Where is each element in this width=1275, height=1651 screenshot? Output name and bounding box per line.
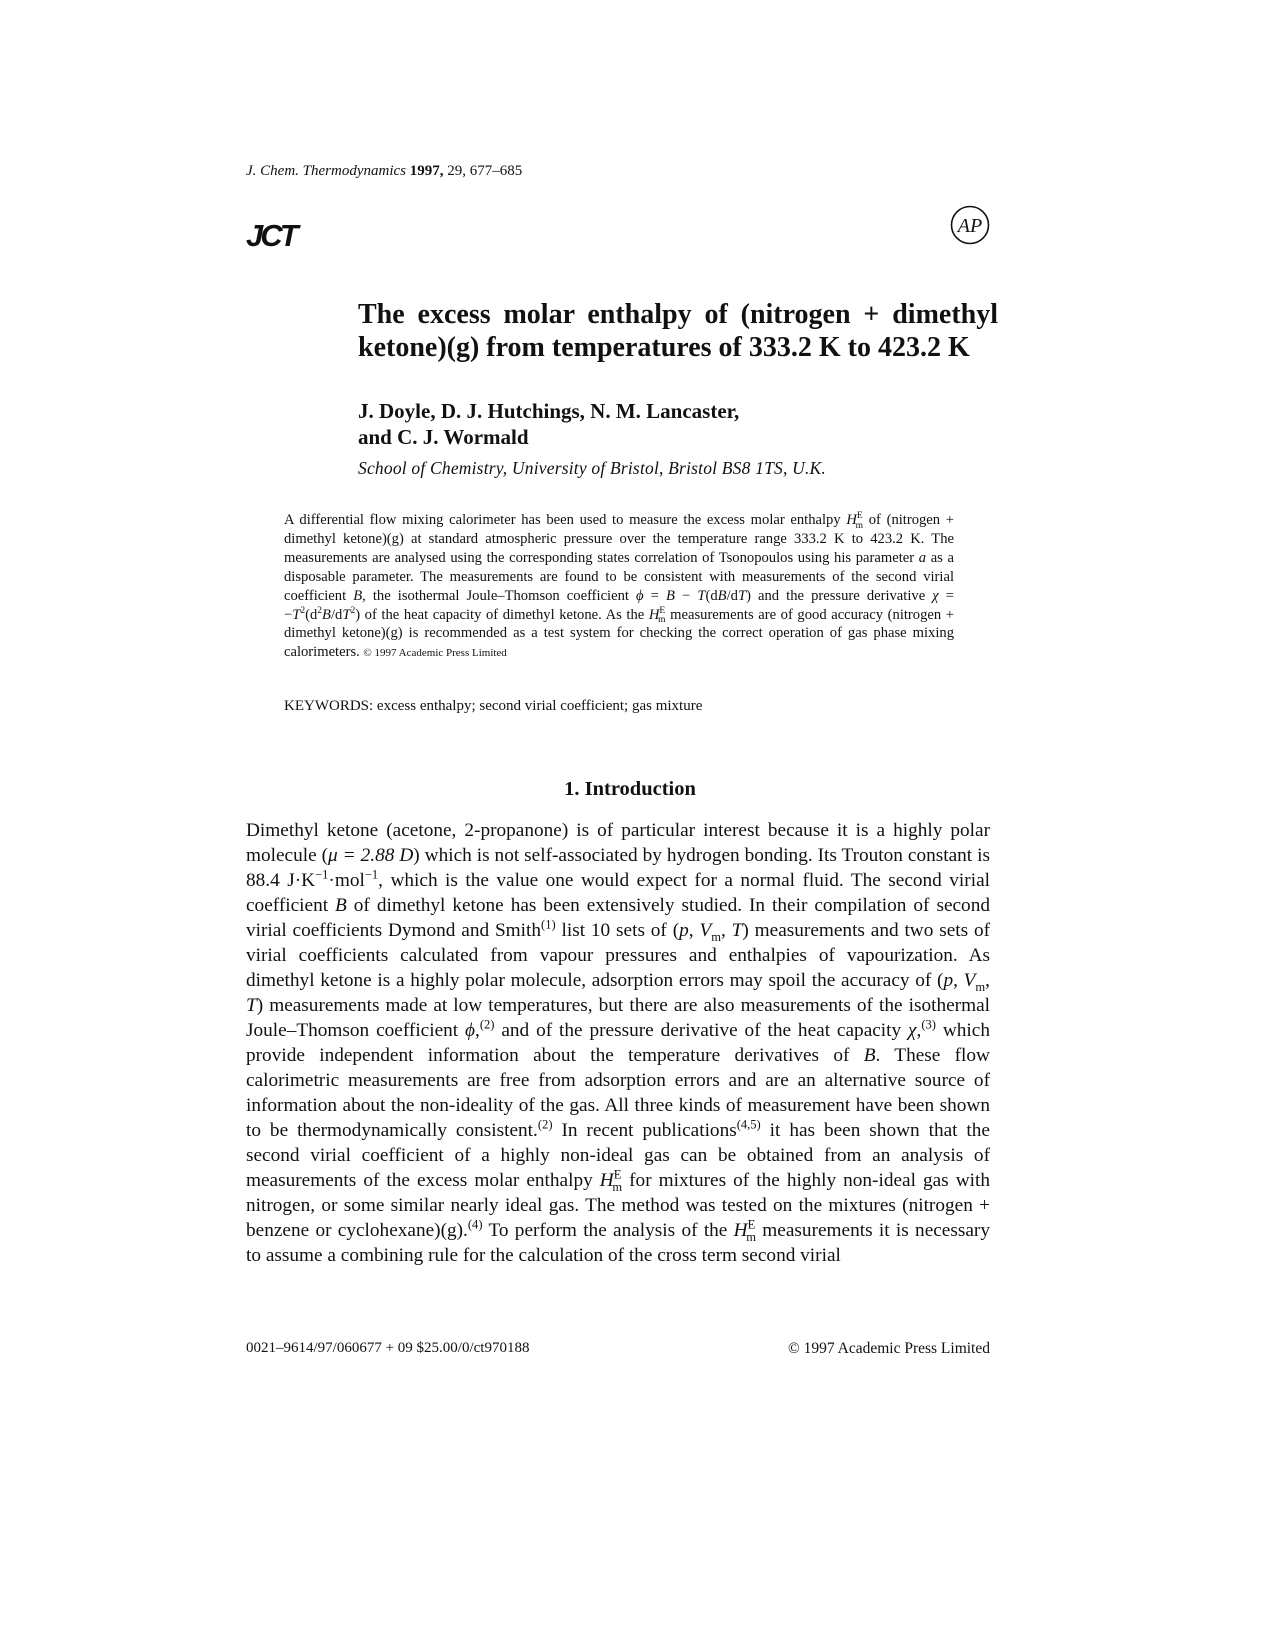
author-list [358, 398, 918, 450]
affiliation: School of Chemistry, University of Bristol, Bristol BS8 1TS, U.K. [358, 458, 826, 478]
section-number: 1. [564, 778, 580, 800]
journal-logo: JCT [246, 218, 296, 253]
authors-line-1: J. Doyle, D. J. Hutchings, N. M. Lancaster, [358, 399, 740, 423]
article-code: 0021–9614/97/060677 + 09 $25.00/0/ct970188 [246, 1340, 530, 1356]
abstract-copyright: © 1997 Academic Press Limited [363, 647, 507, 660]
authors-line-2: and C. J. Wormald [358, 425, 529, 449]
keywords: KEYWORDS: excess enthalpy; second virial coefficient; gas mixture [284, 698, 703, 714]
section-heading [0, 778, 1260, 801]
abstract: A differential flow mixing calorimeter has been used to measure the excess molar enthalpy $H^E_m$ of (nitrogen + dimethyl ketone)(g) at standard atmospheric pressure over the temperature range 333.2 K to 423.2 K. The measurements are analysed using the corresponding states correlation of Tsonopoulos using his parameter a as a disposable parameter. The measurements are found to be consistent with measurements of the second virial coefficient B, the isothermal Joule–Thomson coefficient ϕ = B − T(dB/dT) and the pressure derivative $\chi = -T^2(d^2B/dT^2)$ of the heat capacity of dimethyl ketone. As the $H^E_m$ measurements are of good accuracy (nitrogen + dimethyl ketone)(g) is recommended as a test system for checking the correct operation of gas phase mixing calorimeters. © 1997 Academic Press Limited [284, 511, 955, 661]
body-text: Dimethyl ketone (acetone, 2-propanone) is of particular interest because it is a highly polar molecule (μ = 2.88 D) which is not self-associated by hydrogen bonding. Its Trouton constant is 88.4 $J\cdot K^{-1}\cdot mol^{-1}$, which is the value one would expect for a normal fluid. The second virial coefficient B of dimethyl ketone has been extensively studied. In their compilation of second virial coefficients Dymond and Smith$^{(1)}$ list 10 sets of (p, $V_m$, T) measurements and two sets of virial coefficients calculated from vapour pressures and enthalpies of vapourization. As dimethyl ketone is a highly polar molecule, adsorption errors may spoil the accuracy of (p, $V_m$, T) measurements made at low temperatures, but there are also measurements of the isothermal Joule–Thomson coefficient ϕ,$^{(2)}$ and of the pressure derivative of the heat capacity χ,$^{(3)}$ which provide independent information about the temperature derivatives of B. These flow calorimetric measurements are free from adsorption errors and are an alternative source of information about the non-ideality of the gas. All three kinds of measurement have been shown to be thermodynamically consistent.$^{(2)}$ In recent publications$^{(4,5)}$ it has been shown that the second virial coefficient of a highly non-ideal gas can be obtained from an analysis of measurements of the excess molar enthalpy $H^E_m$ for mixtures of the highly non-ideal gas with nitrogen, or some similar nearly ideal gas. The method was tested on the mixtures (nitrogen + benzene or cyclohexane)(g).$^{(4)}$ To perform the analysis of the $H^E_m$ measurements it is necessary to assume a combining rule for the calculation of the cross term second virial [246, 820, 991, 1266]
publisher-logo-text: AP [957, 215, 983, 237]
journal-year: 1997, [409, 163, 444, 179]
journal-name: J. Chem. Thermodynamics [246, 163, 406, 179]
article-title: The excess molar enthalpy of (nitrogen + dimethyl ketone)(g) from temperatures of 333.2 K to 423.2 K [358, 299, 998, 363]
publisher-logo [950, 205, 990, 245]
section-title: Introduction [584, 778, 696, 800]
volume-pages: 29, 677–685 [447, 163, 523, 179]
footer-copyright: © 1997 Academic Press Limited [787, 1340, 990, 1357]
journal-citation [246, 163, 522, 180]
